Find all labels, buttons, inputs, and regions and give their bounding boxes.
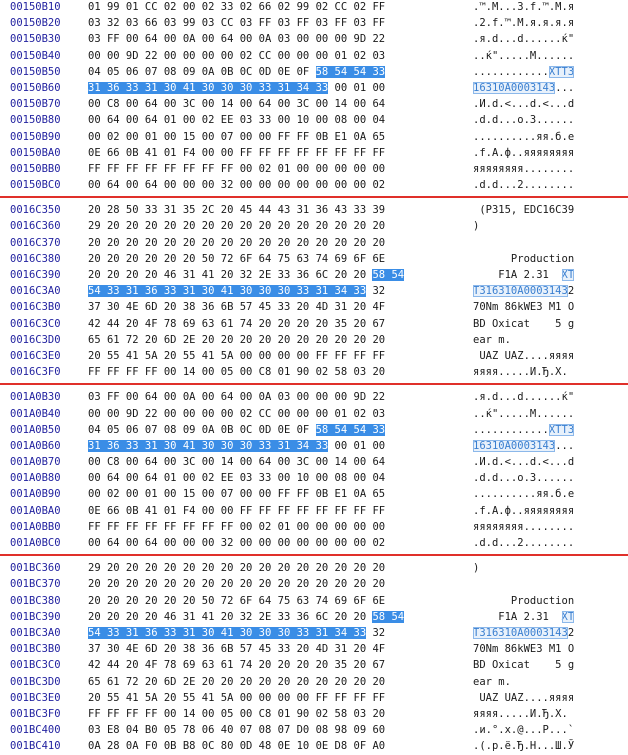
hex-bytes[interactable]: [88, 537, 458, 549]
selected-bytes[interactable]: 31 36 33 31 30 41 30 30 30 33 31 34 33: [88, 81, 329, 94]
bytes[interactable]: FF FF FF FF 00 14 00 05 00 C8 01 90 02 58 03 20: [88, 707, 386, 720]
hex-row[interactable]: [0, 130, 628, 146]
hex-bytes[interactable]: [88, 366, 458, 378]
hex-bytes[interactable]: [88, 408, 458, 420]
selected-ascii[interactable]: 16310A0003143: [473, 81, 556, 94]
hex-row[interactable]: [0, 561, 628, 577]
ascii-text[interactable]: [473, 285, 623, 297]
hex-bytes[interactable]: [88, 1, 458, 13]
address-cell: 0016C3B0: [10, 301, 61, 314]
address-cell: 0016C390: [10, 269, 61, 281]
address-cell: 001A0B40: [10, 407, 61, 420]
hex-row[interactable]: [0, 349, 628, 365]
hex-row[interactable]: [0, 219, 628, 235]
hex-row[interactable]: [0, 203, 628, 219]
bytes[interactable]: 0E 66 0B 41 01 F4 00 00 FF FF FF FF FF FF FF FF: [88, 146, 386, 159]
hex-row[interactable]: [0, 455, 628, 471]
bytes[interactable]: 00 C8 00 64 00 3C 00 14 00 64 00 3C 00 14 00 64: [88, 98, 386, 111]
address-cell: 0016C370: [10, 236, 61, 249]
address-cell: 00150B30: [10, 33, 61, 46]
hex-row[interactable]: [0, 423, 628, 439]
hex-bytes[interactable]: [88, 318, 458, 330]
address-cell: 0016C3C0: [10, 317, 61, 330]
hex-row[interactable]: [0, 658, 628, 674]
hex-bytes[interactable]: [88, 82, 458, 94]
hex-row[interactable]: [0, 49, 628, 65]
ascii-chars[interactable]: .d.d...2........: [473, 179, 575, 192]
hex-row[interactable]: [0, 471, 628, 487]
selected-bytes[interactable]: 54 33 31 36 33 31 30 41 30 30 30 33 31 34 33: [88, 285, 367, 298]
ascii-chars[interactable]: яяяяяяяя........: [473, 162, 575, 175]
hex-bytes[interactable]: [88, 595, 458, 607]
hex-row[interactable]: [0, 32, 628, 48]
hex-row[interactable]: [0, 365, 628, 381]
hex-row[interactable]: [0, 178, 628, 194]
ascii-chars[interactable]: .d.d...o.3......: [473, 472, 575, 485]
address-cell: 0016C3A0: [10, 285, 61, 298]
bytes[interactable]: 20 20 20 20 46 31 41 20 32 2E 33 36 6C 20 20: [88, 269, 373, 281]
bytes[interactable]: 20 20 20 20 20 20 20 20 20 20 20 20 20 20 20 20: [88, 236, 386, 249]
ascii-text[interactable]: [473, 334, 623, 346]
hex-block: [0, 203, 628, 381]
ascii-text[interactable]: [473, 643, 623, 655]
hex-bytes[interactable]: [88, 285, 458, 297]
hex-bytes[interactable]: [88, 253, 458, 265]
hex-row[interactable]: [0, 594, 628, 610]
address-cell: 001BC400: [10, 724, 61, 737]
hex-block: [0, 390, 628, 552]
ascii-chars[interactable]: .я.d...d......ќ": [473, 391, 575, 404]
ascii-text[interactable]: [473, 204, 623, 216]
hex-bytes[interactable]: [88, 643, 458, 655]
hex-row[interactable]: [0, 439, 628, 455]
bytes[interactable]: FF FF FF FF FF FF FF FF 00 02 01 00 00 00 00 00: [88, 520, 386, 533]
ascii-chars[interactable]: BD Oxicat 5 g: [473, 317, 575, 330]
bytes[interactable]: 20 20 20 20 46 31 41 20 32 2E 33 36 6C 20 20: [88, 610, 373, 623]
hex-bytes[interactable]: [88, 676, 458, 688]
bytes[interactable]: 00 00 9D 22 00 00 00 00 02 CC 00 00 00 01 02 03: [88, 407, 386, 420]
hex-row[interactable]: [0, 536, 628, 552]
ascii-text[interactable]: [473, 253, 623, 265]
address-cell: 00150B40: [10, 49, 61, 62]
address-cell: 001BC360: [10, 562, 61, 575]
ascii-chars[interactable]: Production: [473, 252, 575, 265]
ascii-chars[interactable]: ear m.: [473, 675, 511, 688]
address-cell: 001A0BB0: [10, 520, 61, 533]
bytes[interactable]: 00 01 00: [328, 439, 386, 452]
ascii-chars[interactable]: ..ќ".....М......: [473, 407, 575, 420]
ascii-text[interactable]: [473, 708, 623, 720]
ascii-chars[interactable]: .(.р.ё.Ђ.H...Ш.Ў: [473, 740, 575, 753]
ascii-chars[interactable]: ear m.: [473, 333, 511, 346]
ascii-chars[interactable]: .d.d...o.3......: [473, 114, 575, 127]
address-cell: 00150B70: [10, 98, 61, 111]
hex-bytes[interactable]: [88, 131, 458, 143]
address-cell: 001BC390: [10, 610, 61, 623]
hex-row[interactable]: [0, 65, 628, 81]
ascii-chars[interactable]: .И.d.<...d.<...d: [473, 456, 575, 469]
address-cell: 001A0B50: [10, 423, 61, 436]
bytes[interactable]: 04 05 06 07 08 09 0A 0B 0C 0D 0E 0F: [88, 65, 316, 78]
ascii-text[interactable]: [473, 408, 623, 420]
bytes[interactable]: 20 28 50 33 31 35 2C 20 45 44 43 31 36 43 33 39: [88, 204, 386, 217]
hex-bytes[interactable]: [88, 163, 458, 175]
hex-row[interactable]: [0, 626, 628, 642]
ascii-chars[interactable]: ...: [555, 81, 575, 94]
address-cell: 00150BA0: [10, 146, 61, 159]
address-cell: 001A0B70: [10, 456, 61, 469]
selected-ascii[interactable]: XT: [561, 269, 575, 281]
ascii-text[interactable]: [473, 17, 623, 29]
hex-row[interactable]: [0, 16, 628, 32]
ascii-text[interactable]: [473, 692, 623, 704]
bytes[interactable]: 20 55 41 5A 20 55 41 5A 00 00 00 00 FF FF FF FF: [88, 349, 386, 362]
bytes[interactable]: 0A 28 0A F0 0B B8 0C 80 0D 48 0E 10 0E D8 0F A0: [88, 740, 386, 753]
selected-ascii[interactable]: T316310A0003143: [473, 626, 568, 639]
ascii-chars[interactable]: F1A 2.31: [473, 610, 562, 623]
hex-bytes[interactable]: [88, 692, 458, 704]
ascii-text[interactable]: [473, 350, 623, 362]
ascii-chars[interactable]: яяяяяяяя........: [473, 520, 575, 533]
bytes[interactable]: 00 02 00 01 00 15 00 07 00 00 FF FF 0B E1 0A 65: [88, 130, 386, 143]
ascii-chars[interactable]: 2: [567, 626, 575, 639]
hex-bytes[interactable]: [88, 98, 458, 110]
selected-ascii[interactable]: XT: [561, 610, 575, 623]
hex-bytes[interactable]: [88, 505, 458, 517]
ascii-text[interactable]: [473, 537, 623, 549]
ascii-chars[interactable]: .И.d.<...d.<...d: [473, 98, 575, 111]
bytes[interactable]: 03 FF 00 64 00 0A 00 64 00 0A 03 00 00 00 9D 22: [88, 391, 386, 404]
selected-bytes[interactable]: 58 54 54 33: [315, 423, 386, 436]
hex-bytes[interactable]: [88, 562, 458, 574]
bytes[interactable]: 65 61 72 20 6D 2E 20 20 20 20 20 20 20 20 20 20: [88, 675, 386, 688]
ascii-chars[interactable]: .™.M...3.f.™.M.я: [473, 1, 575, 13]
ascii-chars[interactable]: .и.°.x.@...Р...`: [473, 724, 575, 737]
ascii-chars[interactable]: UAZ UAZ....яяяя: [473, 349, 575, 362]
hex-row[interactable]: [0, 707, 628, 723]
hex-bytes[interactable]: [88, 611, 458, 623]
ascii-text[interactable]: [473, 676, 623, 688]
address-cell: 00150B60: [10, 81, 61, 94]
ascii-text[interactable]: [473, 424, 623, 436]
selected-ascii[interactable]: 16310A0003143: [473, 439, 556, 452]
address-cell: 0016C380: [10, 252, 61, 265]
selected-ascii[interactable]: XTT3: [548, 65, 575, 78]
hex-row[interactable]: [0, 610, 628, 626]
bytes[interactable]: 00 64 00 64 01 00 02 EE 03 33 00 10 00 08 00 04: [88, 114, 386, 127]
address-cell: 001A0B90: [10, 488, 61, 501]
ascii-chars[interactable]: ..........яя.б.e: [473, 488, 575, 501]
address-cell: 0016C3D0: [10, 333, 61, 346]
hex-bytes[interactable]: [88, 50, 458, 62]
ascii-chars[interactable]: (P315, EDC16C39: [473, 204, 575, 217]
bytes[interactable]: 00 64 00 64 01 00 02 EE 03 33 00 10 00 08 00 04: [88, 472, 386, 485]
ascii-text[interactable]: [473, 724, 623, 736]
hex-bytes[interactable]: [88, 179, 458, 191]
address-cell: 001BC3D0: [10, 675, 61, 688]
ascii-text[interactable]: [473, 627, 623, 639]
address-cell: 0016C3E0: [10, 349, 61, 362]
ascii-text[interactable]: [473, 179, 623, 191]
hex-row[interactable]: [0, 520, 628, 536]
selected-bytes[interactable]: 31 36 33 31 30 41 30 30 30 33 31 34 33: [88, 439, 329, 452]
bytes[interactable]: 29 20 20 20 20 20 20 20 20 20 20 20 20 20 20 20: [88, 562, 386, 575]
block-separator: [0, 383, 628, 385]
block-separator: [0, 196, 628, 198]
hex-block: [0, 0, 628, 194]
ascii-chars[interactable]: 70Nm 86kWE3 M1 O: [473, 643, 575, 656]
bytes[interactable]: 03 E8 04 B0 05 78 06 40 07 08 07 D0 08 98 09 60: [88, 724, 386, 737]
address-cell: 001BC3C0: [10, 659, 61, 672]
selected-bytes[interactable]: 58 54: [372, 269, 405, 281]
hex-bytes[interactable]: [88, 334, 458, 346]
hex-bytes[interactable]: [88, 578, 458, 590]
address-cell: 0016C3F0: [10, 366, 61, 379]
ascii-chars[interactable]: ): [473, 220, 480, 233]
ascii-text[interactable]: [473, 82, 623, 94]
bytes[interactable]: 04 05 06 07 08 09 0A 0B 0C 0D 0E 0F: [88, 423, 316, 436]
ascii-text[interactable]: [473, 220, 623, 232]
hex-row[interactable]: [0, 113, 628, 129]
hex-row[interactable]: [0, 723, 628, 739]
bytes[interactable]: 20 55 41 5A 20 55 41 5A 00 00 00 00 FF FF FF FF: [88, 691, 386, 704]
hex-row[interactable]: [0, 268, 628, 284]
ascii-text[interactable]: [473, 659, 623, 671]
hex-bytes[interactable]: [88, 472, 458, 484]
ascii-text[interactable]: [473, 505, 623, 517]
bytes[interactable]: 20 20 20 20 20 20 20 20 20 20 20 20 20 20 20 20: [88, 578, 386, 591]
address-cell: 00150BB0: [10, 162, 61, 175]
address-cell: 001A0B60: [10, 439, 61, 452]
hex-row[interactable]: [0, 284, 628, 300]
hex-row[interactable]: [0, 333, 628, 349]
ascii-text[interactable]: [473, 1, 623, 13]
bytes[interactable]: 37 30 4E 6D 20 38 36 6B 57 45 33 20 4D 31 20 4F: [88, 643, 386, 656]
bytes[interactable]: 00 00 9D 22 00 00 00 00 02 CC 00 00 00 01 02 03: [88, 49, 386, 62]
hex-bytes[interactable]: [88, 66, 458, 78]
hex-bytes[interactable]: [88, 114, 458, 126]
hex-bytes[interactable]: [88, 724, 458, 736]
hex-bytes[interactable]: [88, 424, 458, 436]
address-cell: 001BC370: [10, 578, 61, 591]
address-cell: 001A0BC0: [10, 537, 61, 549]
hex-row[interactable]: [0, 504, 628, 520]
hex-row[interactable]: [0, 739, 628, 755]
ascii-text[interactable]: [473, 98, 623, 110]
ascii-chars[interactable]: .d.d...2........: [473, 537, 575, 549]
hex-bytes[interactable]: [88, 237, 458, 249]
ascii-text[interactable]: [473, 33, 623, 45]
hex-row[interactable]: [0, 300, 628, 316]
selected-bytes[interactable]: 58 54: [372, 610, 405, 623]
address-cell: 001A0B80: [10, 472, 61, 485]
ascii-text[interactable]: [473, 521, 623, 533]
address-cell: 001BC3B0: [10, 643, 61, 656]
bytes[interactable]: 01 99 01 CC 02 00 02 33 02 66 02 99 02 CC 02 FF: [88, 1, 386, 13]
bytes[interactable]: 37 30 4E 6D 20 38 36 6B 57 45 33 20 4D 31 20 4F: [88, 301, 386, 314]
bytes[interactable]: FF FF FF FF FF FF FF FF 00 02 01 00 00 00 00 00: [88, 162, 386, 175]
hex-row[interactable]: [0, 97, 628, 113]
hex-bytes[interactable]: [88, 456, 458, 468]
bytes[interactable]: 00 64 00 64 00 00 00 32 00 00 00 00 00 00 00 02: [88, 537, 386, 549]
address-cell: 0016C360: [10, 220, 61, 233]
ascii-chars[interactable]: 2: [567, 285, 575, 298]
hex-bytes[interactable]: [88, 627, 458, 639]
bytes[interactable]: 42 44 20 4F 78 69 63 61 74 20 20 20 20 35 20 67: [88, 317, 386, 330]
ascii-text[interactable]: [473, 131, 623, 143]
bytes[interactable]: 00 01 00: [328, 81, 386, 94]
hex-row[interactable]: [0, 317, 628, 333]
hex-row[interactable]: [0, 642, 628, 658]
hex-bytes[interactable]: [88, 391, 458, 403]
block-separator: [0, 554, 628, 556]
ascii-text[interactable]: [473, 488, 623, 500]
ascii-chars[interactable]: яяяя.....И.Ђ.X.: [473, 366, 575, 379]
bytes[interactable]: 0E 66 0B 41 01 F4 00 00 FF FF FF FF FF FF FF FF: [88, 504, 386, 517]
ascii-chars[interactable]: ...: [555, 439, 575, 452]
ascii-text[interactable]: [473, 318, 623, 330]
address-cell: 00150B50: [10, 65, 61, 78]
ascii-text[interactable]: [473, 472, 623, 484]
bytes[interactable]: 29 20 20 20 20 20 20 20 20 20 20 20 20 20 20 20: [88, 220, 386, 233]
bytes[interactable]: 20 20 20 20 20 20 50 72 6F 64 75 63 74 69 6F 6E: [88, 252, 386, 265]
ascii-text[interactable]: [473, 366, 623, 378]
address-cell: 00150B10: [10, 1, 61, 13]
address-cell: 001A0B30: [10, 391, 61, 404]
address-cell: 00150B90: [10, 130, 61, 143]
bytes[interactable]: 42 44 20 4F 78 69 63 61 74 20 20 20 20 35 20 67: [88, 659, 386, 672]
ascii-text[interactable]: [473, 391, 623, 403]
hex-row[interactable]: [0, 0, 628, 16]
hex-bytes[interactable]: [88, 17, 458, 29]
hex-bytes[interactable]: [88, 488, 458, 500]
selected-bytes[interactable]: 58 54 54 33: [315, 65, 386, 78]
ascii-chars[interactable]: .я.d...d......ќ": [473, 33, 575, 46]
ascii-text[interactable]: [473, 595, 623, 607]
hex-row[interactable]: [0, 487, 628, 503]
hex-row[interactable]: [0, 146, 628, 162]
bytes[interactable]: 03 32 03 66 03 99 03 CC 03 FF 03 FF 03 FF 03 FF: [88, 17, 386, 30]
ascii-chars[interactable]: F1A 2.31: [473, 269, 562, 281]
hex-bytes[interactable]: [88, 521, 458, 533]
ascii-text[interactable]: [473, 740, 623, 752]
hex-bytes[interactable]: [88, 204, 458, 216]
selected-bytes[interactable]: 54 33 31 36 33 31 30 41 30 30 30 33 31 34 33: [88, 626, 367, 639]
hex-block: [0, 561, 628, 755]
ascii-chars[interactable]: Production: [473, 594, 575, 607]
ascii-chars[interactable]: ..ќ".....М......: [473, 49, 575, 62]
address-cell: 001BC3F0: [10, 707, 61, 720]
bytes[interactable]: 00 C8 00 64 00 3C 00 14 00 64 00 3C 00 14 00 64: [88, 456, 386, 469]
bytes[interactable]: 32: [366, 626, 386, 639]
ascii-text[interactable]: [473, 611, 623, 623]
bytes[interactable]: 00 64 00 64 00 00 00 32 00 00 00 00 00 00 00 02: [88, 179, 386, 192]
hex-row[interactable]: [0, 252, 628, 268]
ascii-text[interactable]: [473, 269, 623, 281]
address-cell: 00150BC0: [10, 179, 61, 192]
hex-row[interactable]: [0, 81, 628, 97]
bytes[interactable]: FF FF FF FF 00 14 00 05 00 C8 01 90 02 58 03 20: [88, 366, 386, 379]
bytes[interactable]: 32: [366, 285, 386, 298]
hex-row[interactable]: [0, 691, 628, 707]
hex-bytes[interactable]: [88, 659, 458, 671]
hex-bytes[interactable]: [88, 301, 458, 313]
ascii-chars[interactable]: яяяя.....И.Ђ.X.: [473, 707, 575, 720]
hex-bytes[interactable]: [88, 33, 458, 45]
ascii-chars[interactable]: BD Oxicat 5 g: [473, 659, 575, 672]
hex-bytes[interactable]: [88, 740, 458, 752]
hex-bytes[interactable]: [88, 440, 458, 452]
ascii-text[interactable]: [473, 66, 623, 78]
bytes[interactable]: 00 02 00 01 00 15 00 07 00 00 FF FF 0B E1 0A 65: [88, 488, 386, 501]
ascii-chars[interactable]: UAZ UAZ....яяяя: [473, 691, 575, 704]
hex-bytes[interactable]: [88, 708, 458, 720]
address-cell: 001BC3A0: [10, 626, 61, 639]
ascii-chars[interactable]: ): [473, 562, 480, 575]
address-cell: 00150B80: [10, 114, 61, 127]
ascii-text[interactable]: [473, 301, 623, 313]
address-cell: 001A0BA0: [10, 504, 61, 517]
bytes[interactable]: 65 61 72 20 6D 2E 20 20 20 20 20 20 20 20 20 20: [88, 333, 386, 346]
ascii-chars[interactable]: 70Nm 86kWE3 M1 O: [473, 301, 575, 314]
hex-row[interactable]: [0, 675, 628, 691]
bytes[interactable]: 03 FF 00 64 00 0A 00 64 00 0A 03 00 00 00 9D 22: [88, 33, 386, 46]
address-cell: 0016C350: [10, 204, 61, 217]
hex-row[interactable]: [0, 407, 628, 423]
ascii-text[interactable]: [473, 147, 623, 159]
selected-ascii[interactable]: T316310A0003143: [473, 285, 568, 298]
ascii-chars[interactable]: .f.A.ф..яяяяяяяя: [473, 146, 575, 159]
hex-bytes[interactable]: [88, 350, 458, 362]
hex-bytes[interactable]: [88, 147, 458, 159]
ascii-text[interactable]: [473, 562, 623, 574]
hex-row[interactable]: [0, 236, 628, 252]
hex-row[interactable]: [0, 162, 628, 178]
ascii-text[interactable]: [473, 50, 623, 62]
hex-bytes[interactable]: [88, 220, 458, 232]
ascii-chars[interactable]: ............: [473, 423, 549, 436]
hex-row[interactable]: [0, 577, 628, 593]
address-cell: 001BC410: [10, 740, 61, 753]
hex-row[interactable]: [0, 390, 628, 406]
address-cell: 00150B20: [10, 17, 61, 30]
ascii-chars[interactable]: .f.A.ф..яяяяяяяя: [473, 504, 575, 517]
hex-bytes[interactable]: [88, 269, 458, 281]
ascii-text[interactable]: [473, 456, 623, 468]
ascii-chars[interactable]: .2.f.™.M.я.я.я.я: [473, 17, 575, 30]
ascii-chars[interactable]: ............: [473, 65, 549, 78]
selected-ascii[interactable]: XTT3: [548, 423, 575, 436]
ascii-text[interactable]: [473, 163, 623, 175]
ascii-text[interactable]: [473, 114, 623, 126]
ascii-text[interactable]: [473, 440, 623, 452]
address-cell: 001BC3E0: [10, 691, 61, 704]
bytes[interactable]: 20 20 20 20 20 20 50 72 6F 64 75 63 74 69 6F 6E: [88, 594, 386, 607]
address-cell: 001BC380: [10, 594, 61, 607]
ascii-chars[interactable]: ..........яя.б.e: [473, 130, 575, 143]
